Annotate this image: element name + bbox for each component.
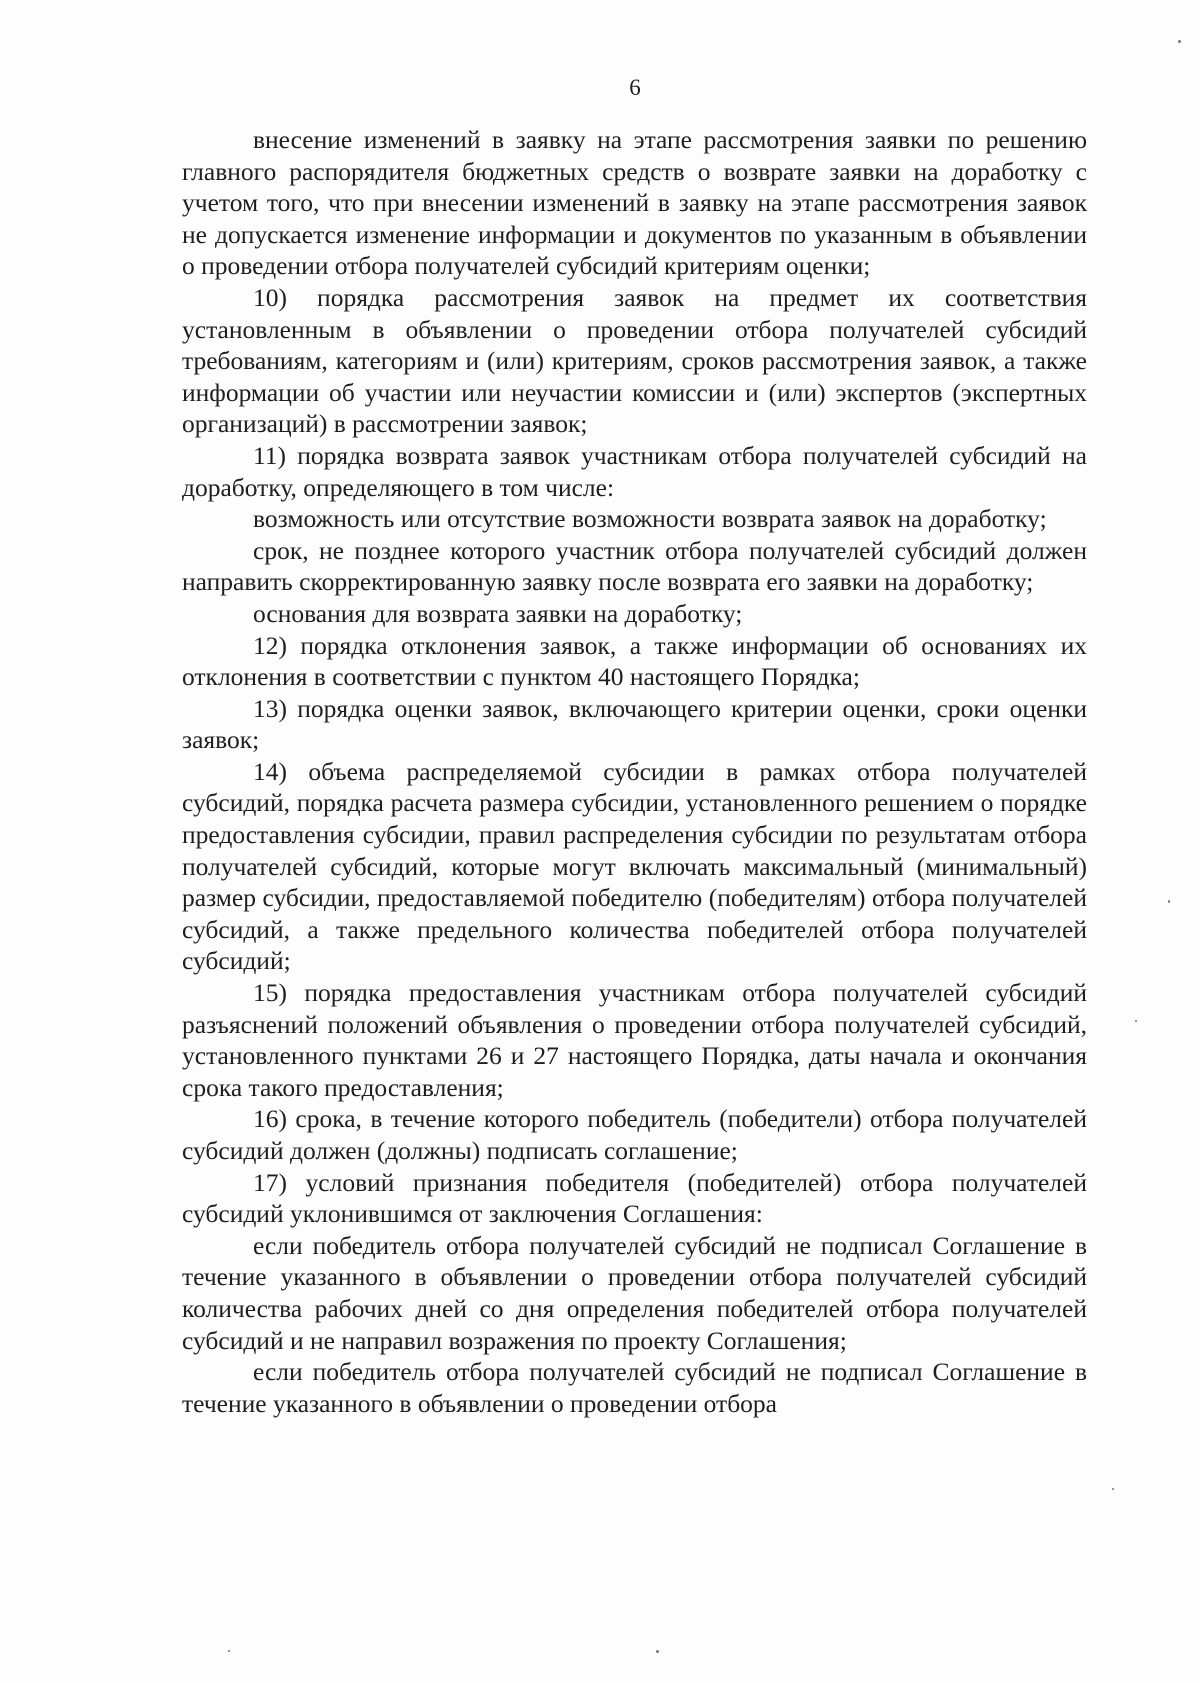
paragraph: 15) порядка предоставления участникам отбора получателей субсидий разъяснений положений объявления о проведении отбора получателей субсидий, установленного пунктами 26 и 27 настоящего Порядка, даты начала и окончания срока такого предоставления; xyxy=(182,978,1087,1102)
paragraph: основания для возврата заявки на доработку; xyxy=(253,598,743,628)
paragraph: 16) срока, в течение которого победитель (победители) отбора получателей субсидий должен (должны) подписать соглашение; xyxy=(182,1104,1087,1165)
scan-speck xyxy=(1178,40,1181,43)
scan-speck xyxy=(1112,1488,1114,1490)
scan-speck xyxy=(656,1650,659,1653)
paragraph: 12) порядка отклонения заявок, а также информации об основаниях их отклонения в соответствии с пунктом 40 настоящего Порядка; xyxy=(182,630,1087,692)
paragraph: 14) объема распределяемой субсидии в рамках отбора получателей субсидий, порядка расчета размера субсидии, установленного решением о порядке предоставления субсидии, правил распределения субсидии по результатам отбора получателей субсидий, которые могут включать максимальный (минимальный) размер субсидии, предоставляемой победителю (победителям) отбора получателей субсидий, а также предельного количества победителей отбора получателей субсидий; xyxy=(182,756,1087,976)
paragraph: возможность или отсутствие возможности возврата заявок на доработку; xyxy=(253,504,1047,534)
scan-speck xyxy=(1135,1020,1137,1022)
paragraph: 13) порядка оценки заявок, включающего критерии оценки, сроки оценки заявок; xyxy=(182,693,1087,755)
paragraph: если победитель отбора получателей субсидий не подписал Соглашение в течение указанного в объявлении о проведении отбора получателей субсидий количества рабочих дней со дня определения победителей отбора получателей субсидий и не направил возражения по проекту Соглашения; xyxy=(182,1230,1087,1355)
paragraph: если победитель отбора получателей субсидий не подписал Соглашение в течение указанного в объявлении о проведении отбора xyxy=(182,1357,1087,1418)
page-number: 6 xyxy=(629,75,641,100)
paragraph: 17) условий признания победителя (победителей) отбора получателей субсидий уклонившимся от заключения Соглашения: xyxy=(182,1167,1087,1229)
scan-speck xyxy=(228,1650,230,1652)
scan-speck xyxy=(1168,900,1170,903)
document-body xyxy=(182,124,1087,1419)
paragraph: 11) порядка возврата заявок участникам отбора получателей субсидий на доработку, определяющего в том числе: xyxy=(182,440,1087,502)
paragraph: внесение изменений в заявку на этапе рассмотрения заявки по решению главного распорядителя бюджетных средств о возврате заявки на доработку с учетом того, что при внесении изменений в заявку на этапе рассмотрения заявок не допускается изменение информации и документов по указанным в объявлении о проведении отбора получателей субсидий критериям оценки; xyxy=(182,125,1087,281)
paragraph: 10) порядка рассмотрения заявок на предмет их соответствия установленным в объявлении о проведении отбора получателей субсидий требованиям, категориям и (или) критериям, сроков рассмотрения заявок, а также информации об участии или неучастии комиссии и (или) экспертов (экспертных организаций) в рассмотрении заявок; xyxy=(182,282,1087,439)
paragraph: срок, не позднее которого участник отбора получателей субсидий должен направить скорректированную заявку после возврата его заявки на доработку; xyxy=(182,535,1087,597)
